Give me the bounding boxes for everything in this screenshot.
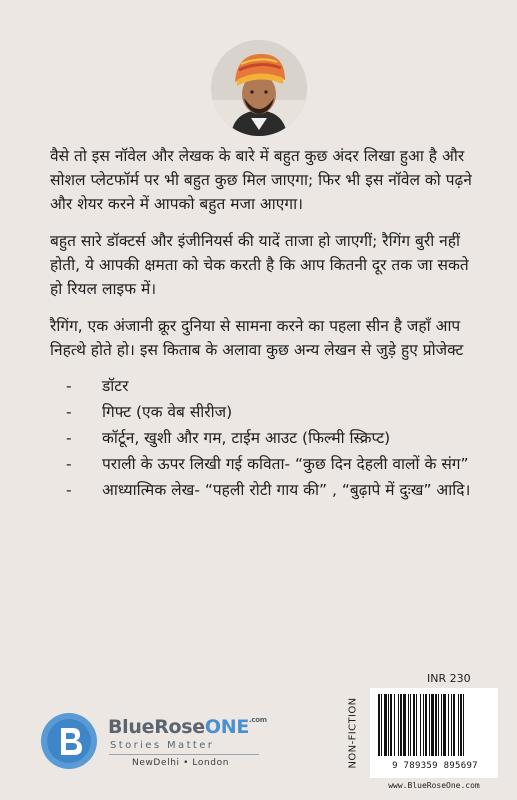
blurb-paragraph-3: रैगिंग, एक अंजानी क्रूर दुनिया से सामना करने का पहला सीन है जहाँ आप निहत्थे होते हो। इस किताब के अलावा कुछ अन्य लेखन से जुड़े हुए प्रोजेक्ट	[50, 317, 464, 359]
logo-divider	[109, 754, 259, 755]
list-item: - आध्यात्मिक लेख- “पहली रोटी गाय की” , “बुढ़ापे में दुःख” आदि।	[66, 481, 471, 499]
list-item: - डॉटर	[66, 377, 129, 395]
works-list	[50, 375, 480, 502]
price-label: INR 230	[427, 672, 471, 685]
blurb	[50, 144, 480, 505]
author-portrait-image	[211, 40, 307, 136]
barcode-icon	[376, 694, 492, 758]
bluerose-logo-icon	[40, 712, 98, 770]
list-item: - गिफ्ट (एक वेब सीरीज)	[66, 403, 233, 421]
blurb-paragraph-2: बहुत सारे डॉक्टर्स और इंजीनियर्स की यादें ताजा हो जाएगीं; रैगिंग बुरी नहीं होती, ये आपकी क्षमता को चेक करती है कि आप कितनी दूर तक जा सकते हो रियल लाइफ में।	[50, 232, 469, 298]
author-photo	[211, 40, 307, 136]
publisher-logo	[40, 712, 270, 772]
isbn-number: 9 789359 895697	[392, 761, 478, 771]
list-item: - पराली के ऊपर लिखी गई कविता- “कुछ दिन देहली वालों के संग”	[66, 455, 469, 473]
barcode	[370, 688, 498, 778]
publisher-name: BlueRoseONE$^{.com}$	[108, 716, 267, 738]
publisher-tagline: Stories Matter	[110, 740, 215, 751]
genre-label: NON-FICTION	[347, 697, 359, 769]
list-item: - कॉर्टून, खुशी और गम, टाईम आउट (फिल्मी स्क्रिप्ट)	[66, 429, 391, 447]
publisher-website: www.BlueRoseOne.com	[388, 781, 480, 790]
blurb-paragraph-1: वैसे तो इस नॉवेल और लेखक के बारे में बहुत कुछ अंदर लिखा हुआ है और सोशल प्लेटफॉर्म पर भी बहुत कुछ मिल जाएगा; फिर भी इस नॉवेल को पढ़ने और शेयर करने में आपको बहुत मजा आएगा।	[50, 147, 472, 213]
publisher-cities: NewDelhi • London	[132, 758, 230, 768]
